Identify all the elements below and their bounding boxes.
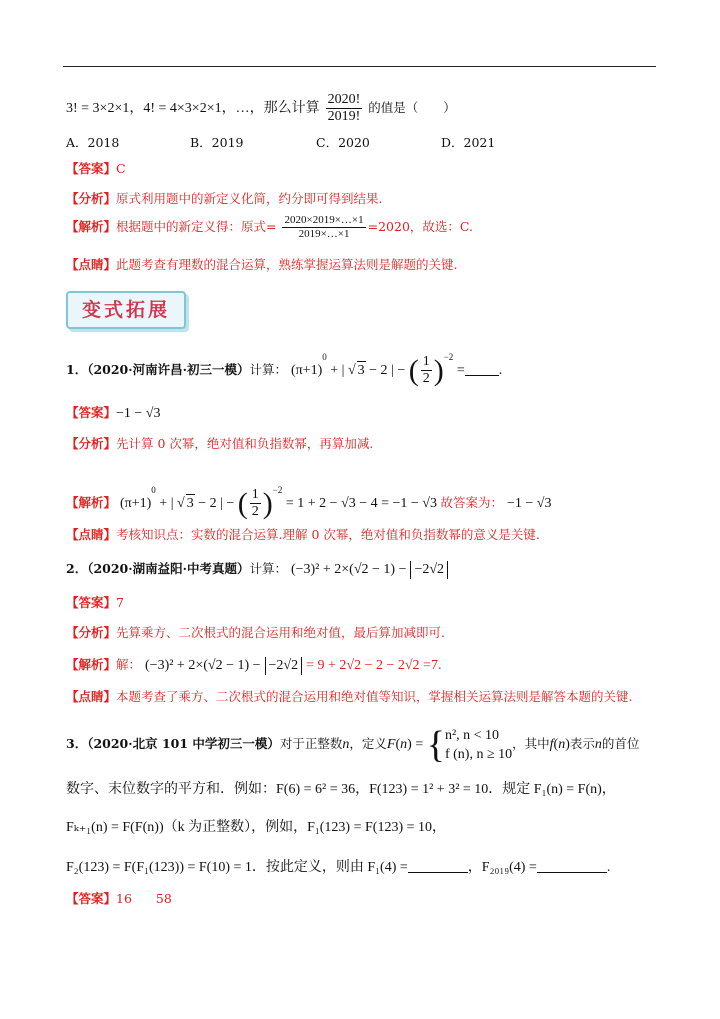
q1-sol-exp-zero: 0 — [151, 485, 156, 495]
q2-question — [66, 560, 448, 579]
q3-text4: 表示 — [569, 736, 595, 751]
intro-comment — [66, 256, 458, 274]
intro-answer — [66, 160, 126, 178]
q2-heading: 2．（2020·湖南益阳·中考真题） — [66, 561, 250, 576]
q2-prompt: 计算： — [249, 561, 287, 576]
q3-blank-2[interactable] — [537, 872, 607, 873]
analysis-label: 【分析】 — [66, 191, 117, 206]
q2-abs-value: −2√2 — [410, 561, 448, 579]
q3-heading: 3．（2020·北京 101 中学初三一模） — [66, 736, 280, 751]
q1-sol-pi-term: (π+1) — [120, 496, 152, 511]
intro-analysis — [66, 190, 383, 208]
solution-label: 【解析】 — [66, 495, 117, 510]
comment-label: 【点睛】 — [66, 257, 117, 272]
q3-line2: 数字、末位数字的平方和．例如：F(6) = 6² = 36，F(123) = 1² + 3² = 10．规定 F₁(n) = F(n)， — [66, 782, 616, 797]
q1-pi-term: (π+1) — [290, 363, 323, 378]
answer-value: 7 — [116, 595, 124, 610]
option-b: B．2019 — [190, 135, 244, 150]
analysis-text: 先算乘方、二次根式的混合运用和绝对值，最后算加减即可. — [116, 625, 445, 640]
q3-blank-1[interactable] — [408, 872, 468, 873]
answer-label: 【答案】 — [66, 595, 117, 610]
intro-frac-den: 2019! — [327, 109, 361, 124]
solution-lead: 根据题中的新定义得：原式= — [116, 219, 277, 234]
q1-solution-expression: $(\pi+1)^0$ + | √ 3 − 2 | − ( $\frac{1}{2}$ )$^{-2}$ = 1 + 2 − √3 − 4 = −1 − √3 — [120, 485, 437, 520]
intro-tail: 的值是（ ） — [368, 100, 456, 115]
q3-question — [66, 724, 639, 765]
q1-sol-half-num: 1 — [251, 487, 259, 503]
answer-value-1: 16 — [116, 891, 132, 906]
q1-sol-half — [250, 487, 261, 520]
analysis-label: 【分析】 — [66, 436, 117, 451]
analysis-text: 原式利用题中的新定义化简，约分即可得到结果. — [116, 191, 383, 206]
q1-sol-rparen: ) — [262, 486, 273, 520]
q1-sol-lparen: ( — [237, 486, 248, 520]
q3-text5: 的首位 — [601, 736, 640, 751]
comment-text: 考核知识点：实数的混合运算.理解 0 次幂，绝对值和负指数幂的意义是关键. — [116, 527, 540, 542]
comment-text: 此题考查有理数的混合运算，熟练掌握运算法则是解题的关键. — [116, 257, 458, 272]
q1-lparen: ( — [408, 353, 419, 387]
q1-sol-sqrt: 3 — [186, 496, 194, 511]
analysis-label: 【分析】 — [66, 625, 117, 640]
analysis-text: 先计算 0 次幂，绝对值和负指数幂，再算加减. — [116, 436, 374, 451]
q3-line4a: F₂(123) = F(F₁(123)) = F(10) = 1．按此定义，则由 F₁(4) = — [66, 860, 408, 875]
q3-text2: ，定义 — [349, 736, 387, 751]
q1-half-fraction — [421, 354, 432, 387]
q3-line4b: ，F₂₀₁₉(4) = — [467, 860, 537, 875]
section-banner — [66, 291, 186, 329]
q1-abs-close: − 2 | − — [365, 363, 409, 378]
q1-answer-blank[interactable] — [465, 375, 499, 376]
q3-var-n: n — [342, 737, 350, 752]
q3-line3: Fₖ₊₁(n) = F(F(n))（k 为正整数），例如，F₁(123) = F(123) = 10， — [66, 820, 446, 835]
solution-frac-den: 2019×…×1 — [298, 228, 350, 240]
intro-frac-num: 2020! — [327, 92, 361, 107]
option-d: D．2021 — [441, 135, 496, 150]
option-a: A．2018 — [66, 135, 120, 150]
answer-label: 【答案】 — [66, 405, 117, 420]
q3-text1: 对于正整数 — [279, 736, 343, 751]
q1-exp-zero: 0 — [322, 352, 327, 362]
q1-solution-tail: 故答案为： — [440, 495, 504, 510]
q1-rparen: ) — [433, 353, 444, 387]
q3-line4c: . — [606, 860, 611, 875]
q1-expression: $(\pi+1)^0$ + | √ 3 − 2 | − ( $\frac{1}{2}$ )$^{-2}$ = . — [290, 352, 503, 387]
q3-answer — [66, 890, 172, 908]
q1-half-num: 1 — [422, 354, 430, 370]
q2-expression: (−3)² + 2×(√2 − 1) − — [290, 562, 407, 577]
q2-comment — [66, 688, 633, 706]
q3-f-of-n: f(n) — [549, 737, 570, 752]
q2-solution-lead: 解： — [116, 657, 142, 672]
q2-solution-rest: = 9 + 2√2 − 2 − 2√2 =7. — [306, 658, 442, 673]
q1-solution — [66, 481, 551, 520]
q2-solution-abs: −2√2 — [265, 657, 303, 675]
q1-prompt: 计算： — [249, 362, 287, 377]
q1-solution-steps: = 1 + 2 − √3 − 4 = −1 − √3 — [282, 496, 437, 511]
q1-sol-exp: −2 — [272, 485, 283, 495]
q3-brace: { — [426, 723, 445, 766]
option-c: C．2020 — [316, 135, 370, 150]
q1-sol-abs-open: + | — [155, 496, 177, 511]
q1-analysis — [66, 435, 373, 453]
q2-answer — [66, 594, 124, 612]
q1-half-den: 2 — [422, 371, 430, 387]
solution-frac-num: 2020×2019×…×1 — [284, 214, 364, 226]
q2-solution-expression: (−3)² + 2×(√2 − 1) − — [145, 658, 261, 673]
answer-label: 【答案】 — [66, 161, 117, 176]
q1-answer — [66, 404, 161, 423]
solution-label: 【解析】 — [66, 657, 117, 672]
solution-tail: =2020，故选：C. — [367, 219, 473, 234]
q1-sol-abs-close: − 2 | − — [194, 496, 238, 511]
q1-equals: = — [456, 363, 465, 378]
q1-abs-open: + | — [326, 363, 348, 378]
q3-text3: ，其中 — [512, 736, 550, 751]
q1-comment — [66, 526, 540, 544]
q1-question — [66, 348, 502, 387]
q2-solution — [66, 656, 441, 675]
intro-fraction — [326, 92, 363, 125]
q3-case1: n², n < 10 — [444, 727, 500, 743]
q3-cases — [445, 726, 512, 764]
section-banner-title: 变式拓展 — [81, 299, 170, 321]
q3-fn-def: F(n) = — [386, 737, 427, 752]
q1-heading: 1．（2020·河南许昌·初三一模） — [66, 362, 250, 377]
comment-label: 【点睛】 — [66, 689, 117, 704]
q3-var-n2: n — [594, 737, 602, 752]
comment-text: 本题考查了乘方、二次根式的混合运用和绝对值等知识，掌握相关运算法则是解答本题的关键. — [116, 689, 633, 704]
answer-label: 【答案】 — [66, 891, 117, 906]
intro-lead: 3! = 3×2×1，4! = 4×3×2×1，…，那么计算 — [66, 101, 320, 116]
intro-solution — [66, 214, 473, 241]
comment-label: 【点睛】 — [66, 527, 117, 542]
q1-exp-neg2: −2 — [443, 352, 454, 362]
solution-label: 【解析】 — [66, 219, 117, 234]
answer-value-2: 58 — [155, 891, 172, 906]
header-rule — [63, 66, 656, 67]
intro-question — [66, 92, 456, 125]
solution-fraction — [282, 214, 365, 241]
q1-sqrt-radicand: 3 — [357, 363, 365, 378]
q3-line4 — [66, 858, 610, 877]
q1-period: . — [498, 363, 503, 378]
q3-case2: f (n), n ≥ 10 — [444, 746, 513, 762]
q1-sol-half-den: 2 — [251, 504, 259, 520]
q2-analysis — [66, 624, 445, 642]
answer-value: C — [116, 161, 126, 176]
q1-solution-answer: −1 − √3 — [507, 496, 552, 511]
answer-value: −1 − √3 — [116, 406, 161, 421]
